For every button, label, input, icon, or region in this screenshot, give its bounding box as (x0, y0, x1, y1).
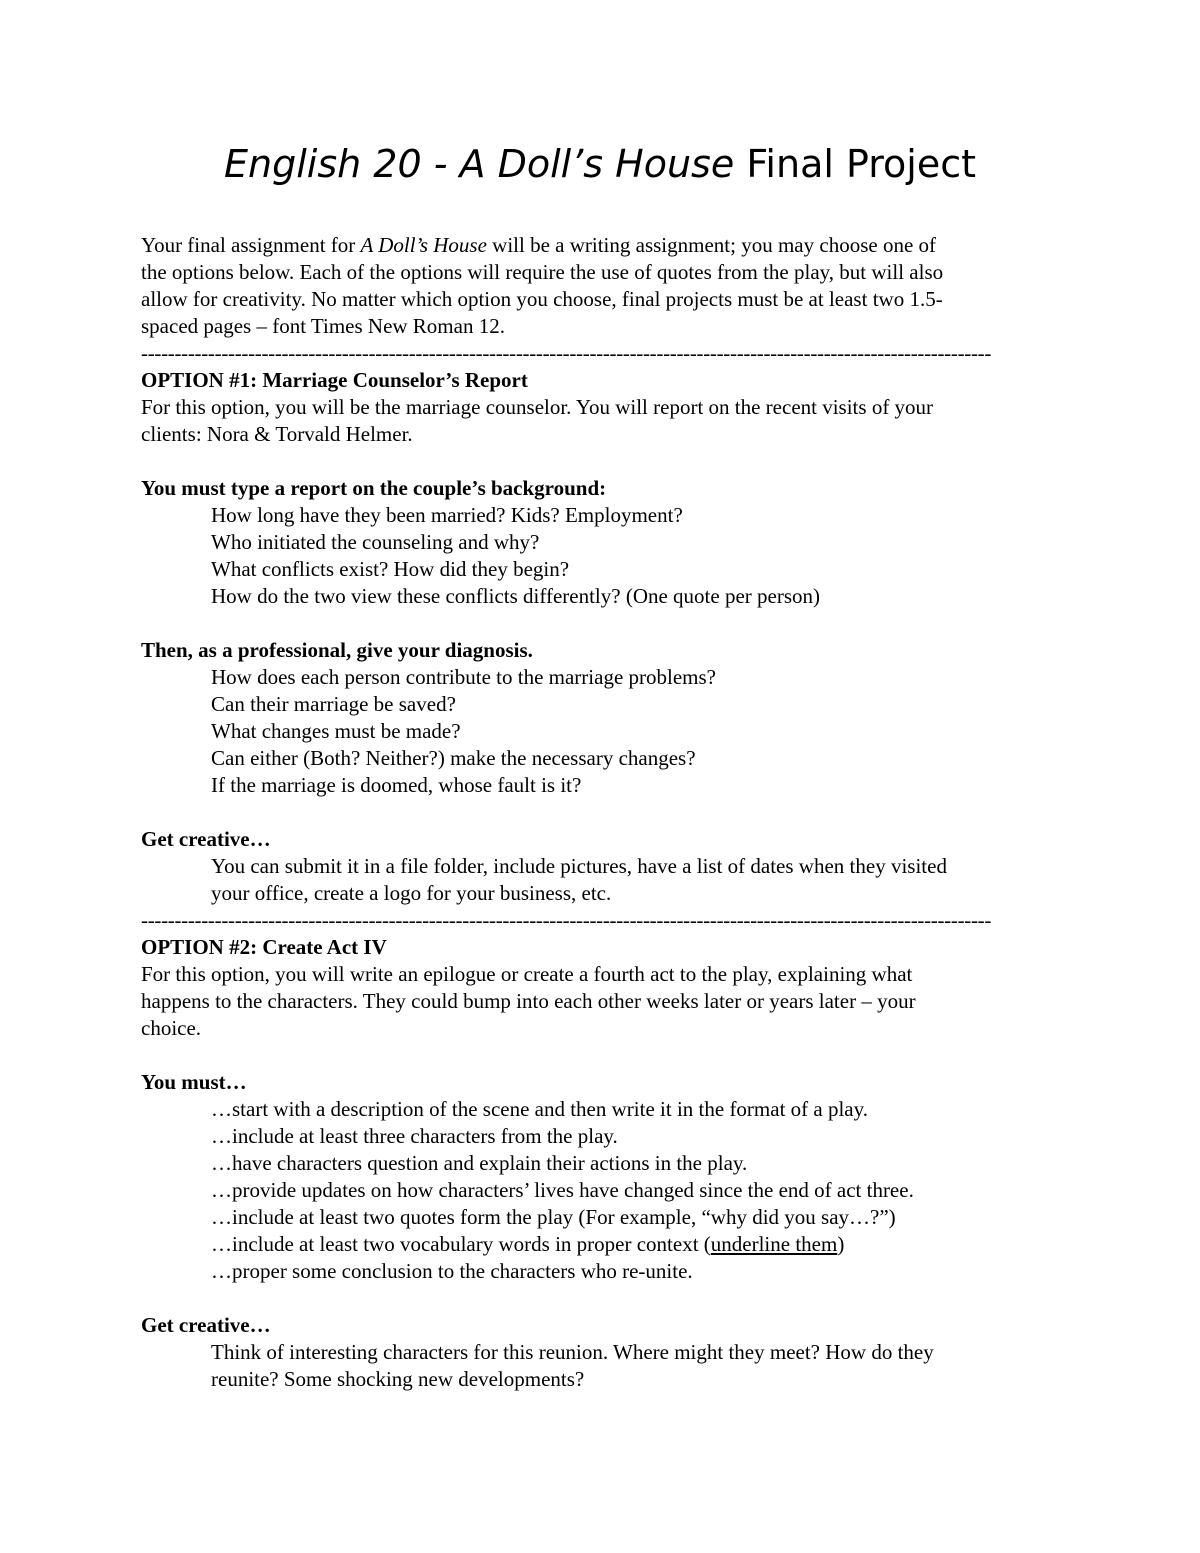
intro-line-1 (141, 232, 1061, 259)
intro-line-4: spaced pages – font Times New Roman 12. (141, 314, 505, 338)
diagnosis-item: Can either (Both? Neither?) make the necessary changes? (211, 746, 696, 770)
background-item: What conflicts exist? How did they begin? (211, 557, 570, 581)
must-item: …include at least two quotes form the play (For example, “why did you say…?”) (211, 1205, 896, 1229)
background-item: How long have they been married? Kids? Employment? (211, 503, 683, 527)
spacer (141, 610, 1061, 637)
must-item: …have characters question and explain their actions in the play. (211, 1151, 748, 1175)
intro-line-2: the options below. Each of the options will require the use of quotes from the play, but will also (141, 260, 944, 284)
section-divider: ------------------------------------------------------------------------------------------------------------------------------- (141, 341, 992, 365)
background-item: How do the two view these conflicts differently? (One quote per person) (211, 584, 821, 608)
diagnosis-item: What changes must be made? (211, 719, 461, 743)
vocab-text: …include at least two vocabulary words in proper context ( (211, 1232, 711, 1256)
underline-them-text: underline them (710, 1232, 838, 1256)
page-title (0, 140, 1200, 188)
intro-line-3: allow for creativity. No matter which option you choose, final projects must be at least two 1.5- (141, 287, 943, 311)
spacer (141, 1042, 1061, 1069)
title-italic: English 20 - A Doll’s House (223, 142, 735, 186)
intro-text: Your final assignment for (141, 233, 361, 257)
intro-text: will be a writing assignment; you may choose one of (486, 233, 937, 257)
option1-creative-heading: Get creative… (141, 827, 271, 851)
must-item: …include at least three characters from the play. (211, 1124, 618, 1148)
option1-desc-line-2: clients: Nora & Torvald Helmer. (141, 422, 413, 446)
option2-desc-line-2: happens to the characters. They could bump into each other weeks later or years later – your (141, 989, 916, 1013)
option1-heading: OPTION #1: Marriage Counselor’s Report (141, 368, 528, 392)
option2-creative-heading: Get creative… (141, 1313, 271, 1337)
option2-desc-line-3: choice. (141, 1016, 202, 1040)
spacer (141, 799, 1061, 826)
option2-creative-line-1: Think of interesting characters for this reunion. Where might they meet? How do they (211, 1340, 934, 1364)
option1-desc-line-1: For this option, you will be the marriage counselor. You will report on the recent visits of your (141, 395, 934, 419)
option2-desc-line-1: For this option, you will write an epilogue or create a fourth act to the play, explaining what (141, 962, 913, 986)
must-item: …proper some conclusion to the characters who re-unite. (211, 1259, 693, 1283)
background-heading: You must type a report on the couple’s background: (141, 476, 607, 500)
play-title-italic: A Doll’s House (360, 233, 487, 257)
document-body (141, 232, 1061, 1393)
section-divider: ------------------------------------------------------------------------------------------------------------------------------- (141, 908, 992, 932)
option2-heading: OPTION #2: Create Act IV (141, 935, 387, 959)
must-item: …start with a description of the scene and then write it in the format of a play. (211, 1097, 869, 1121)
vocab-close: ) (837, 1232, 845, 1256)
option1-creative-line-2: your office, create a logo for your business, etc. (211, 881, 612, 905)
diagnosis-item: How does each person contribute to the marriage problems? (211, 665, 716, 689)
diagnosis-item: If the marriage is doomed, whose fault is it? (211, 773, 582, 797)
option2-creative-line-2: reunite? Some shocking new developments? (211, 1367, 585, 1391)
must-heading: You must… (141, 1070, 247, 1094)
background-item: Who initiated the counseling and why? (211, 530, 540, 554)
must-item: …provide updates on how characters’ lives have changed since the end of act three. (211, 1178, 914, 1202)
spacer (141, 448, 1061, 475)
diagnosis-heading: Then, as a professional, give your diagnosis. (141, 638, 533, 662)
diagnosis-item: Can their marriage be saved? (211, 692, 456, 716)
must-item-vocab (141, 1231, 1061, 1258)
option1-creative-line-1: You can submit it in a file folder, include pictures, have a list of dates when they visited (211, 854, 947, 878)
title-rest: Final Project (734, 142, 976, 186)
spacer (141, 1285, 1061, 1312)
